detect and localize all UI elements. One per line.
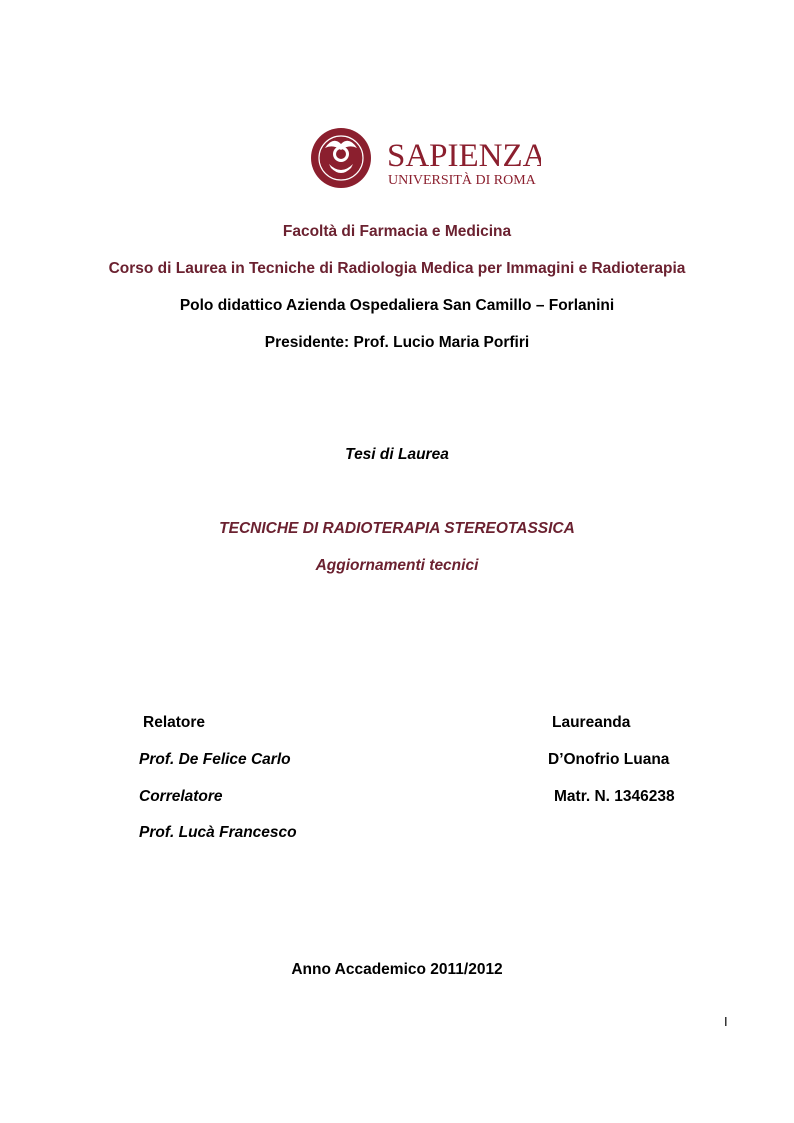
logo-subtitle: UNIVERSITÀ DI ROMA	[388, 173, 536, 188]
laureanda-name: D’Onofrio Luana	[548, 751, 670, 768]
thesis-subtitle: Aggiornamenti tecnici	[315, 557, 479, 574]
university-logo	[305, 118, 541, 202]
relatore-label: Relatore	[143, 714, 206, 731]
president-line: Presidente: Prof. Lucio Maria Porfiri	[264, 334, 530, 351]
course-line: Corso di Laurea in Tecniche di Radiologia Medica per Immagini e Radioterapia	[108, 260, 686, 277]
thesis-type: Tesi di Laurea	[345, 446, 449, 463]
relatore-name: Prof. De Felice Carlo	[139, 751, 291, 768]
logo-name: SAPIENZA	[387, 138, 541, 174]
page-number: I	[724, 1014, 728, 1029]
correlatore-label: Correlatore	[139, 788, 223, 805]
thesis-title: TECNICHE DI RADIOTERAPIA STEREOTASSICA	[219, 520, 575, 537]
academic-year: Anno Accademico 2011/2012	[291, 961, 503, 978]
polo-line: Polo didattico Azienda Ospedaliera San Camillo – Forlanini	[179, 297, 615, 314]
correlatore-name: Prof. Lucà Francesco	[139, 824, 297, 841]
sapienza-seal-icon	[305, 118, 541, 202]
faculty-line: Facoltà di Farmacia e Medicina	[282, 223, 512, 240]
matricola: Matr. N. 1346238	[554, 788, 675, 805]
laureanda-label: Laureanda	[552, 714, 631, 731]
